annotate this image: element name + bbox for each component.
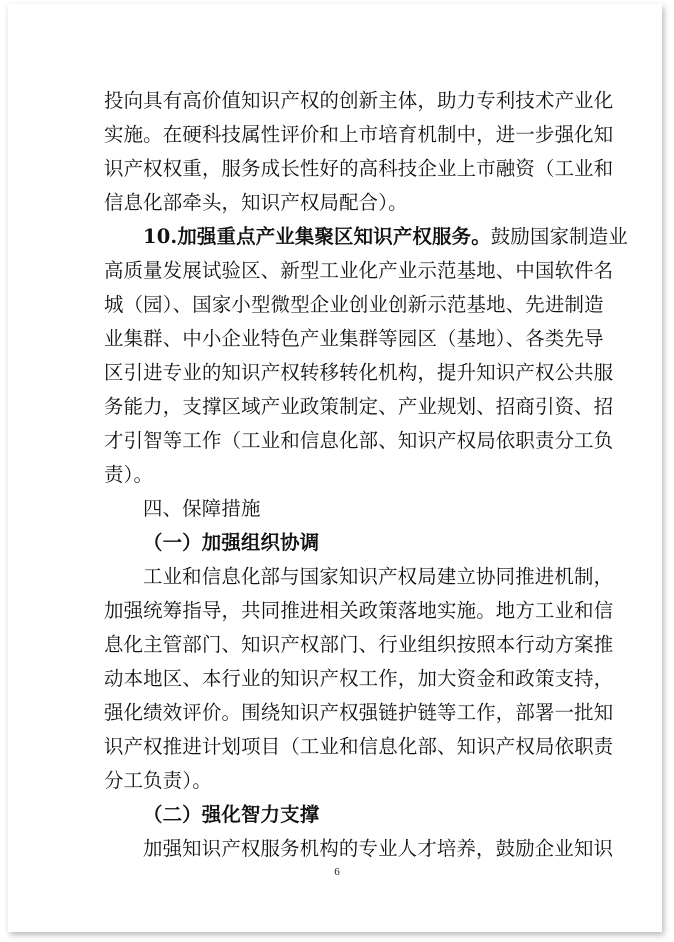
paragraph-item-10 bbox=[104, 220, 628, 492]
text-line: 息化主管部门、知识产权部门、行业组织按照本行动方案推 bbox=[104, 633, 614, 656]
text-line: 识产权权重，服务成长性好的高科技企业上市融资（工业和 bbox=[104, 157, 614, 180]
text-line: 高质量发展试验区、新型工业化产业示范基地、中国软件名 bbox=[104, 259, 614, 282]
section-heading: 四、保障措施 bbox=[143, 497, 261, 520]
text-line bbox=[104, 220, 628, 254]
document-body bbox=[104, 84, 628, 866]
text-line: 城（园）、国家小型微型企业创业创新示范基地、先进制造 bbox=[104, 293, 604, 316]
text-line: 工业和信息化部与国家知识产权局建立协同推进机制， bbox=[143, 565, 614, 588]
text-line: 投向具有高价值知识产权的创新主体，助力专利技术产业化 bbox=[104, 89, 614, 112]
subsection-heading: （二）强化智力支撑 bbox=[143, 803, 320, 826]
text-line: 区引进专业的知识产权转移转化机构，提升知识产权公共服 bbox=[104, 361, 614, 384]
text-line: 识产权推进计划项目（工业和信息化部、知识产权局依职责 bbox=[104, 735, 614, 758]
page-number: 6 bbox=[334, 866, 340, 878]
text-line: 业集群、中小企业特色产业集群等园区（基地）、各类先导 bbox=[104, 327, 604, 350]
subsection-heading: （一）加强组织协调 bbox=[143, 531, 320, 554]
text-line: 责）。 bbox=[104, 463, 154, 486]
text-line: 务能力，支撑区域产业政策制定、产业规划、招商引资、招 bbox=[104, 395, 614, 418]
subsection-body bbox=[104, 560, 614, 798]
text-line: 实施。在硬科技属性评价和上市培育机制中，进一步强化知 bbox=[104, 123, 614, 146]
item-first-rest: 鼓励国家制造业 bbox=[490, 225, 628, 248]
text-line: 动本地区、本行业的知识产权工作，加大资金和政策支持， bbox=[104, 667, 614, 690]
subsection-body bbox=[104, 832, 614, 866]
text-line: 分工负责）。 bbox=[104, 769, 212, 792]
text-line: 加强统筹指导，共同推进相关政策落地实施。地方工业和信 bbox=[104, 599, 614, 622]
text-line: 加强知识产权服务机构的专业人才培养，鼓励企业知识 bbox=[143, 837, 614, 860]
item-lead: 10.加强重点产业集聚区知识产权服务。 bbox=[143, 225, 491, 248]
text-line: 才引智等工作（工业和信息化部、知识产权局依职责分工负 bbox=[104, 429, 614, 452]
paragraph-continuation bbox=[104, 84, 614, 220]
text-line: 强化绩效评价。围绕知识产权强链护链等工作，部署一批知 bbox=[104, 701, 614, 724]
text-line: 信息化部牵头，知识产权局配合）。 bbox=[104, 191, 408, 214]
